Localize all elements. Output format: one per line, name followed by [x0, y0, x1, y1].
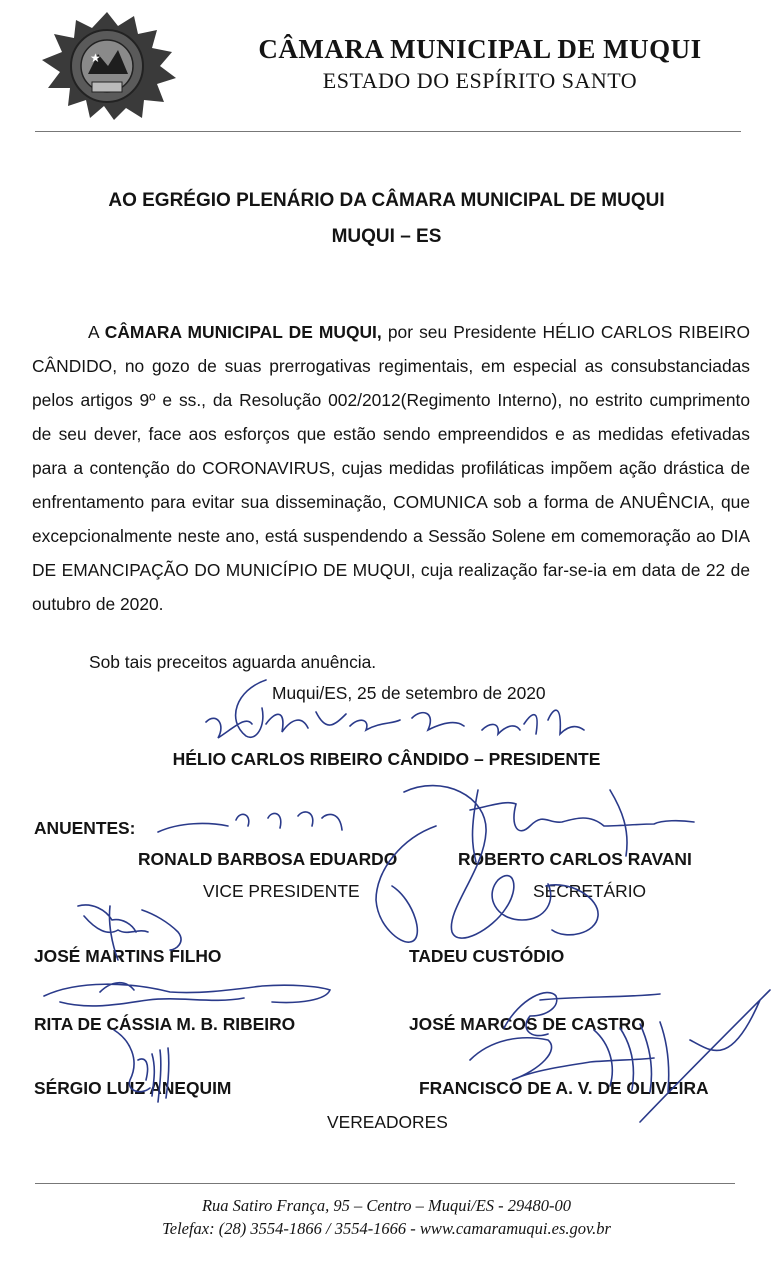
member-name-6: JOSÉ MARCOS DE CASTRO	[409, 1014, 645, 1034]
member-role-1: VICE PRESIDENTE	[203, 881, 360, 901]
closing-line: Sob tais preceitos aguarda anuência.	[89, 652, 377, 672]
municipal-seal-logo	[30, 10, 185, 120]
vereadores-label: VEREADORES	[327, 1112, 448, 1132]
footer-contact: Telefax: (28) 3554-1866 / 3554-1666 - www.camaramuqui.es.gov.br	[162, 1219, 611, 1238]
member-name-2: ROBERTO CARLOS RAVANI	[458, 849, 692, 869]
svg-text:★: ★	[90, 51, 101, 65]
addressee-line-2: MUQUI – ES	[331, 226, 442, 247]
member-name-4: TADEU CUSTÓDIO	[409, 946, 565, 966]
footer-address: Rua Satiro França, 95 – Centro – Muqui/ES - 29480-00	[201, 1196, 572, 1215]
member-name-8: FRANCISCO DE A. V. DE OLIVEIRA	[419, 1078, 709, 1098]
addressee-line-1: AO EGRÉGIO PLENÁRIO DA CÂMARA MUNICIPAL DE MUQUI	[108, 190, 665, 211]
member-role-2: SECRETÁRIO	[533, 881, 647, 901]
member-name-5: RITA DE CÁSSIA M. B. RIBEIRO	[34, 1014, 296, 1034]
body-text: por seu Presidente HÉLIO CARLOS RIBEIRO CÂNDIDO, no gozo de suas prerrogativas regimentais, em especial as consubstanciadas pelos artigos 9º e ss., da Resolução 002/2012(Regimento Interno), no estrito cumprimento de seu dever, face aos esforços que estão sendo empreendidos e as medidas efetivadas para a contenção do CORONAVIRUS, cujas medidas profiláticas impõem ação drástica de enfrentamento para evitar sua disseminação, COMUNICA sob a forma de ANUÊNCIA, que excepcionalmente neste ano, está suspendendo a Sessão Solene em comemoração ao DIA DE EMANCIPAÇÃO DO MUNICÍPIO DE MUQUI, cuja realização far-se-ia em data de 22 de outubro de 2020.	[32, 322, 750, 614]
member-name-7: SÉRGIO LUIZ ANEQUIM	[34, 1078, 232, 1098]
body-paragraph	[32, 315, 750, 621]
president-signature-name: HÉLIO CARLOS RIBEIRO CÂNDIDO – PRESIDENTE	[172, 749, 601, 769]
member-name-1: RONALD BARBOSA EDUARDO	[138, 849, 398, 869]
member-name-3: JOSÉ MARTINS FILHO	[34, 946, 222, 966]
body-intro: A	[88, 322, 99, 342]
body-institution: CÂMARA MUNICIPAL DE MUQUI,	[104, 322, 382, 342]
place-date: Muqui/ES, 25 de setembro de 2020	[272, 683, 546, 703]
anuentes-label: ANUENTES:	[34, 818, 136, 838]
institution-subtitle: ESTADO DO ESPÍRITO SANTO	[322, 68, 638, 93]
footer-divider	[35, 1183, 735, 1184]
institution-title: CÂMARA MUNICIPAL DE MUQUI	[258, 34, 702, 64]
header-divider	[35, 131, 741, 132]
